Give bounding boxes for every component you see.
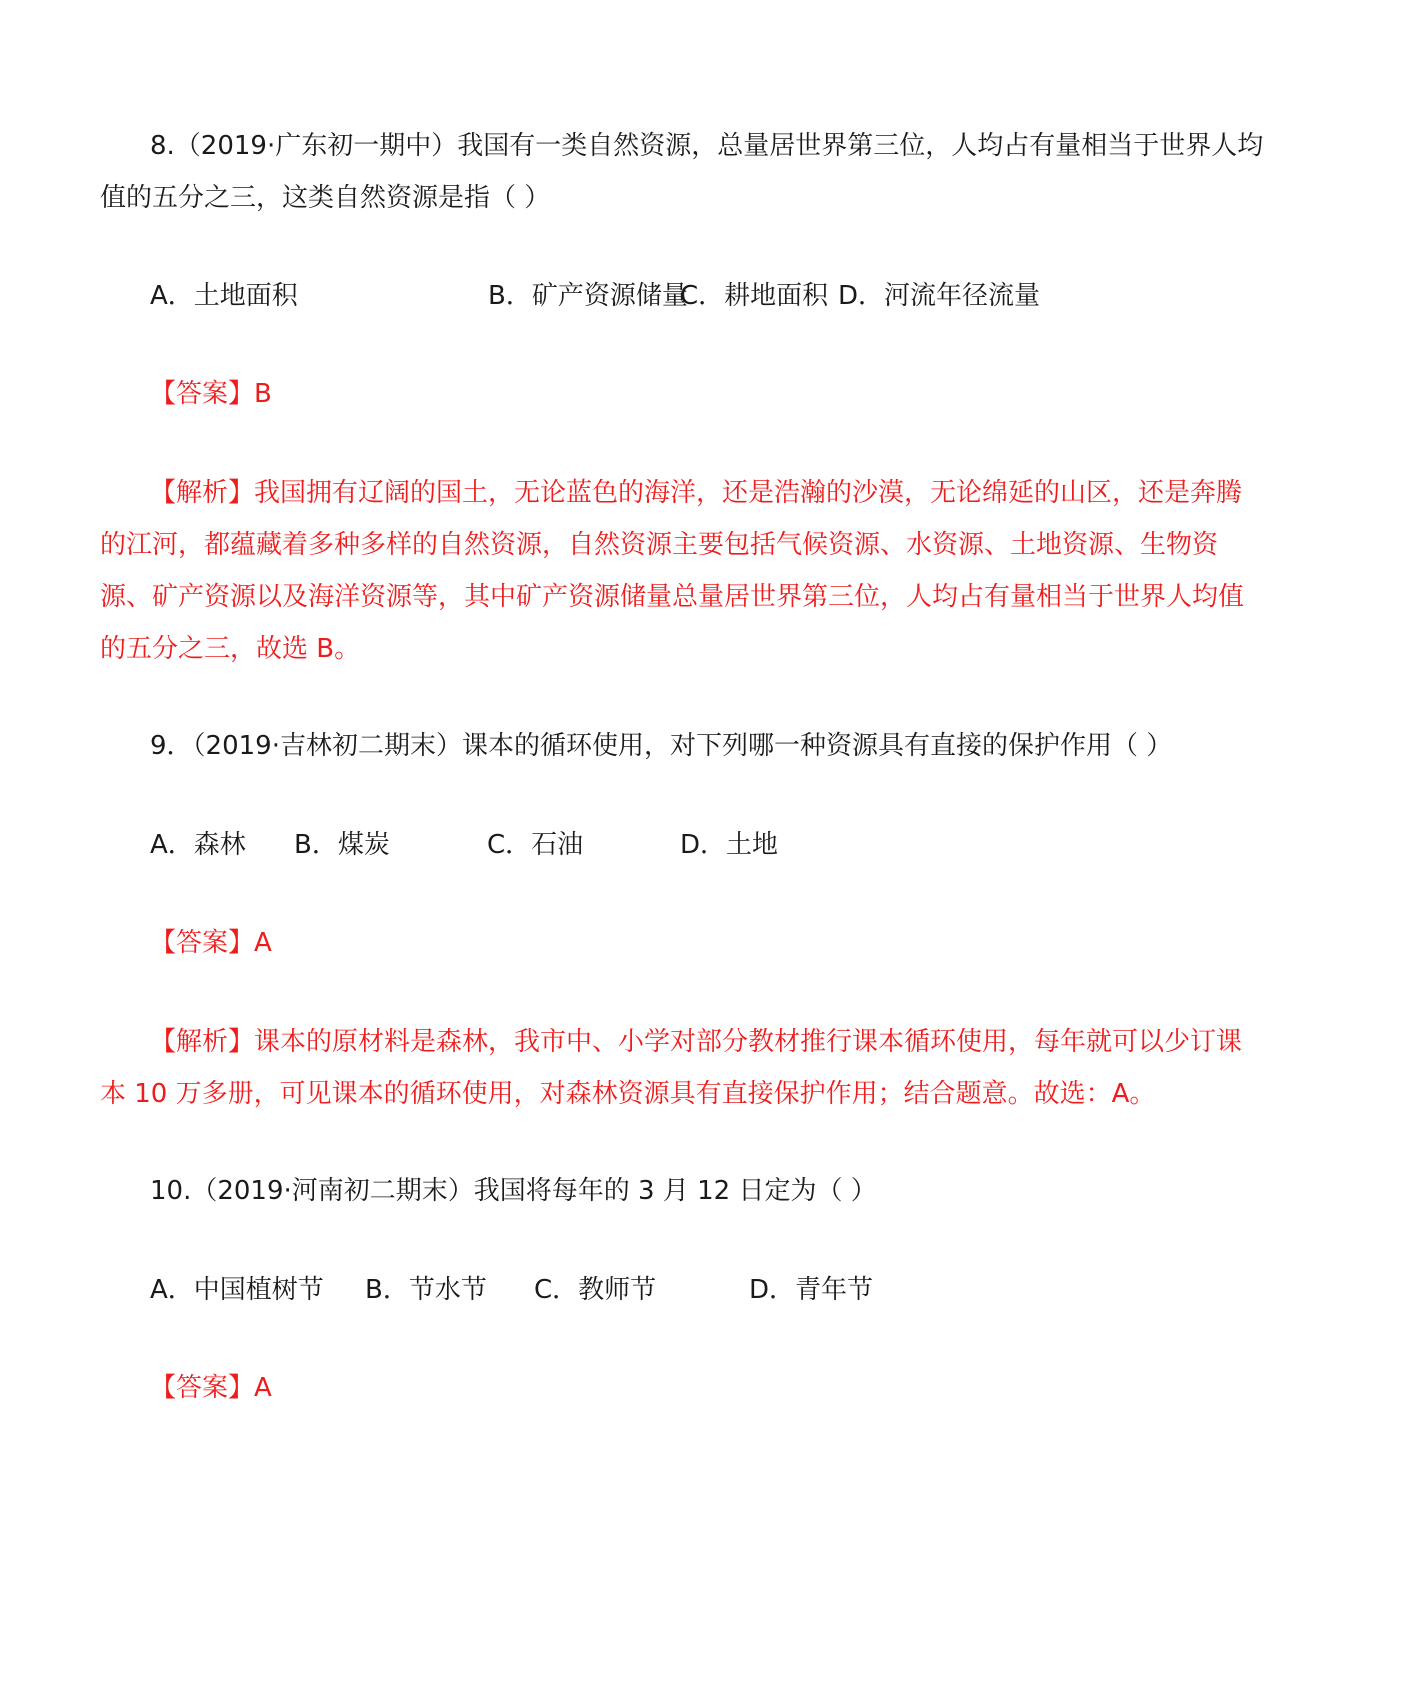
question-9-analysis-line-2: 本 10 万多册，可见课本的循环使用，对森林资源具有直接保护作用；结合题意。故选：A。	[100, 1079, 1156, 1109]
question-9-analysis-line-1: 【解析】课本的原材料是森林，我市中、小学对部分教材推行课本循环使用，每年就可以少订课	[150, 1027, 1243, 1057]
question-8-option-c: C．耕地面积	[680, 281, 829, 311]
question-9-option-d: D．土地	[680, 830, 779, 860]
question-8-options	[0, 283, 1418, 313]
question-10-option-b: B．节水节	[365, 1275, 487, 1305]
question-8-option-b: B．矿产资源储量	[488, 281, 688, 311]
question-8-analysis-line-1: 【解析】我国拥有辽阔的国土，无论蓝色的海洋，还是浩瀚的沙漠，无论绵延的山区，还是奔腾	[150, 478, 1243, 508]
question-9-stem: 9．（2019·吉林初二期末）课本的循环使用，对下列哪一种资源具有直接的保护作用（ ）	[150, 731, 1173, 761]
question-9-answer: 【答案】A	[150, 928, 272, 958]
question-8-stem-line-1: 8.（2019·广东初一期中）我国有一类自然资源，总量居世界第三位，人均占有量相当于世界人均	[150, 131, 1264, 161]
question-8-analysis-line-3: 源、矿产资源以及海洋资源等，其中矿产资源储量总量居世界第三位，人均占有量相当于世界人均值	[100, 582, 1245, 612]
question-10-options	[0, 1277, 1418, 1307]
question-8-option-d: D．河流年径流量	[838, 281, 1041, 311]
question-10-answer: 【答案】A	[150, 1373, 272, 1403]
question-8-analysis-line-4: 的五分之三，故选 B。	[100, 634, 361, 664]
question-10-stem: 10.（2019·河南初二期末）我国将每年的 3 月 12 日定为（ ）	[150, 1176, 877, 1206]
question-8-stem-line-2: 值的五分之三，这类自然资源是指（ ）	[100, 183, 551, 213]
question-9-option-b: B．煤炭	[294, 830, 390, 860]
question-8-option-a: A．土地面积	[150, 281, 298, 311]
question-8-answer: 【答案】B	[150, 379, 272, 409]
question-8-analysis-line-2: 的江河，都蕴藏着多种多样的自然资源，自然资源主要包括气候资源、水资源、土地资源、生物资	[100, 530, 1219, 560]
question-10-option-a: A．中国植树节	[150, 1275, 324, 1305]
question-10-option-d: D．青年节	[749, 1275, 874, 1305]
question-9-option-c: C．石油	[487, 830, 584, 860]
question-10-option-c: C．教师节	[534, 1275, 657, 1305]
question-9-option-a: A．森林	[150, 830, 246, 860]
question-9-options	[0, 832, 1418, 862]
